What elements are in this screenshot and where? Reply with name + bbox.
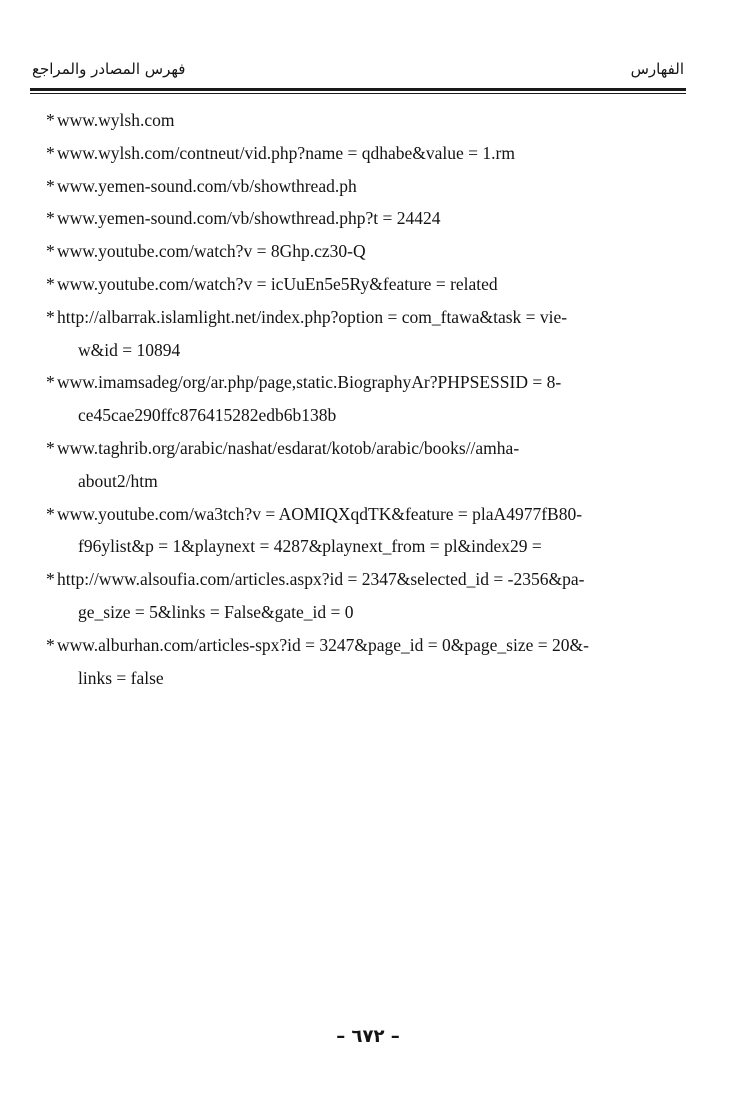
- page-number: – ٦٧٢ –: [336, 1026, 400, 1047]
- reference-line: [46, 563, 642, 596]
- reference-list: [46, 104, 642, 694]
- header-section-title: فهرس المصادر والمراجع: [32, 60, 186, 78]
- reference-url: www.taghrib.org/arabic/nashat/esdarat/kotob/arabic/books//amha-: [57, 437, 520, 458]
- reference-item: [46, 366, 642, 432]
- reference-url-continuation: about2/htm: [78, 470, 158, 491]
- reference-item: [46, 137, 642, 170]
- reference-line: [46, 498, 642, 531]
- reference-url: http://albarrak.islamlight.net/index.php?option = com_ftawa&task = vie-: [57, 306, 568, 327]
- bullet-asterisk: *: [46, 569, 55, 590]
- reference-item: [46, 202, 642, 235]
- reference-url: www.alburhan.com/articles-spx?id = 3247&page_id = 0&page_size = 20&-: [57, 634, 589, 655]
- reference-url: www.yemen-sound.com/vb/showthread.ph: [57, 175, 357, 196]
- reference-url: www.youtube.com/watch?v = icUuEn5e5Ry&feature = related: [57, 273, 498, 294]
- reference-url-continuation: ge_size = 5&links = False&gate_id = 0: [78, 601, 354, 622]
- reference-url-continuation: w&id = 10894: [78, 339, 181, 360]
- header-chapter-title: الفهارس: [630, 60, 684, 78]
- reference-item: [46, 563, 642, 629]
- reference-line: [46, 235, 642, 268]
- bullet-asterisk: *: [46, 241, 55, 262]
- reference-url: www.yemen-sound.com/vb/showthread.php?t = 24424: [57, 208, 441, 229]
- bullet-asterisk: *: [46, 142, 55, 163]
- reference-item: [46, 235, 642, 268]
- reference-item: [46, 432, 642, 498]
- bullet-asterisk: *: [46, 306, 55, 327]
- reference-item: [46, 498, 642, 564]
- reference-url-continuation: links = false: [78, 667, 164, 688]
- reference-item: [46, 629, 642, 695]
- reference-line: [46, 202, 642, 235]
- reference-url-continuation: f96ylist&p = 1&playnext = 4287&playnext_from = pl&index29 =: [78, 536, 542, 557]
- reference-url: www.youtube.com/watch?v = 8Ghp.cz30-Q: [57, 241, 366, 262]
- reference-url: http://www.alsoufia.com/articles.aspx?id = 2347&selected_id = -2356&pa-: [57, 569, 585, 590]
- reference-item: [46, 268, 642, 301]
- reference-url: www.wylsh.com/contneut/vid.php?name = qdhabe&value = 1.rm: [57, 142, 515, 163]
- reference-item: [46, 301, 642, 367]
- reference-line: [46, 366, 642, 399]
- reference-url: www.youtube.com/wa3tch?v = AOMIQXqdTK&feature = plaA4977fB80-: [57, 503, 583, 524]
- bullet-asterisk: *: [46, 208, 55, 229]
- reference-line: [46, 432, 642, 465]
- reference-item: [46, 104, 642, 137]
- reference-line: [46, 629, 642, 662]
- reference-line: [46, 170, 642, 203]
- bullet-asterisk: *: [46, 503, 55, 524]
- header-rule-thin: [30, 93, 686, 94]
- reference-line: [46, 104, 642, 137]
- bullet-asterisk: *: [46, 437, 55, 458]
- reference-line: [46, 137, 642, 170]
- reference-url: www.imamsadeg/org/ar.php/page,static.BiographyAr?PHPSESSID = 8-: [57, 372, 562, 393]
- bullet-asterisk: *: [46, 175, 55, 196]
- bullet-asterisk: *: [46, 273, 55, 294]
- reference-item: [46, 170, 642, 203]
- bullet-asterisk: *: [46, 110, 55, 130]
- reference-line: [46, 301, 642, 334]
- header-rule-thick: [30, 88, 686, 91]
- bullet-asterisk: *: [46, 372, 55, 393]
- reference-url-continuation: ce45cae290ffc876415282edb6b138b: [78, 405, 337, 426]
- reference-url: www.wylsh.com: [57, 110, 175, 130]
- reference-line: [46, 268, 642, 301]
- bullet-asterisk: *: [46, 634, 55, 655]
